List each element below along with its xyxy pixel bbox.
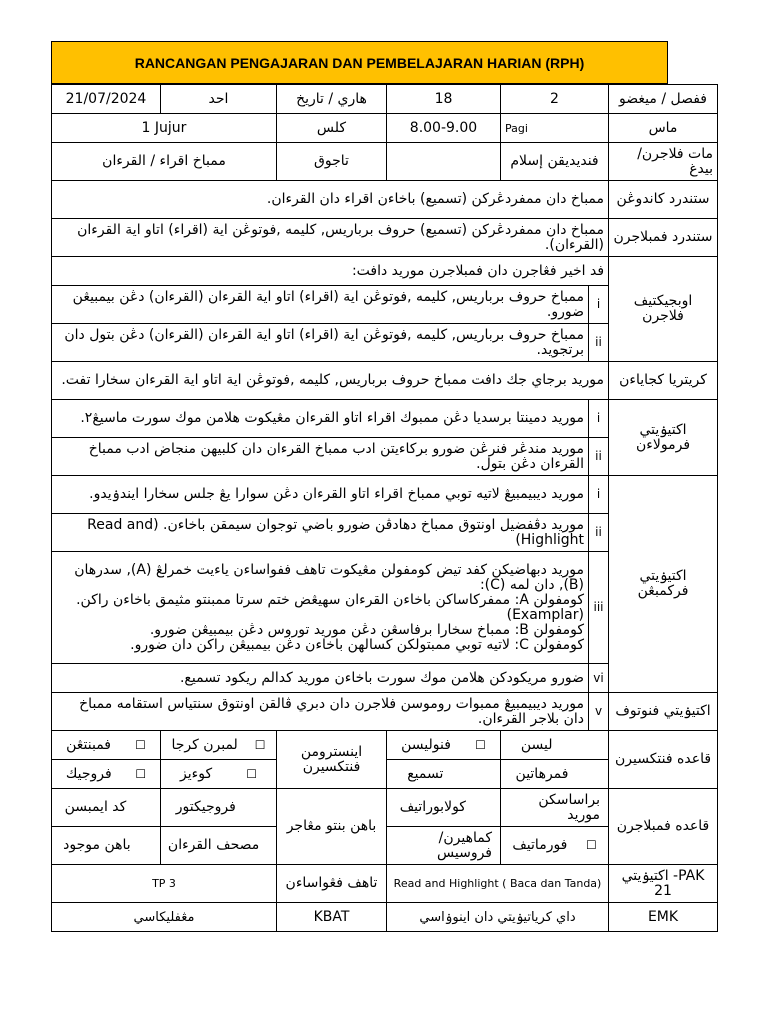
option-label: تسميع [407, 765, 444, 782]
penutup-text: موريد ديبيمبيڠ ممبوات روموسن فلاجرن دان دبري ڤالقن اونتوق سنتياس استقامه ممباخ دان بلاجر القرءان. [52, 693, 589, 731]
perkembangan-label: اكتيۏيتي فركمبڠن [609, 476, 718, 693]
kelas-label: كلس [277, 114, 387, 143]
row-standard-pembelajaran [52, 219, 718, 257]
permulaan-item-text: موريد دمينتا برسديا دڠن ممبوك اقراء اتاو القرءان مڠيكوت هلامن موك سورت ماسيڠ٢. [52, 400, 589, 438]
pembelajaran-option [387, 789, 501, 827]
row-masa [52, 114, 718, 143]
minggu-cell: 2 [501, 85, 609, 114]
perkembangan-line: كومفولن C: لاتيه توبي ممبتولكن كسالهن باخاءن دڠن بيمبيڠن راكن دان ضورو. [130, 636, 584, 653]
option-label: فمرهاتين [515, 765, 569, 782]
pentaksiran-option [387, 760, 501, 789]
row-objektif-intro [52, 257, 718, 286]
hari-label: هاري / تاريخ [277, 85, 387, 114]
instrumen-label: اينسترومن فنتكسيرن [277, 731, 387, 789]
pembelajaran-option [161, 789, 277, 827]
option-label: فنوليسن [401, 736, 451, 753]
permulaan-item-text: موريد مندڠر فنرڠن ضورو بركاءيتن ادب ممباخ القرءان دان كلبيهن منجاض ادب ممباخ القرءان دڠن بتول. [52, 438, 589, 476]
kriteria-text: موريد برجاي جك دافت ممباخ حروف برباريس, كليمه ,فوتوڠن اية اتاو اية القرءان سخارا تفت. [52, 362, 609, 400]
perkembangan-item-no: ii [589, 514, 609, 552]
row-pentaksiran-1 [52, 731, 718, 760]
kriteria-label: كريتريا كجاياءن [609, 362, 718, 400]
empty-cell [387, 143, 501, 181]
standard-pembelajaran-label: ستندرد فمبلاجرن [609, 219, 718, 257]
bbm-label: باهن بنتو مڠاجر [277, 789, 387, 865]
checkbox-icon[interactable]: ☐ [135, 766, 147, 781]
tajuk-cell: ممباخ اقراء / القرءان [52, 143, 277, 181]
kelas-cell: 1 Jujur [52, 114, 277, 143]
objektif-label: اوبجيكتيف فلاجرن [609, 257, 718, 362]
perkembangan-item-text: ضورو مريكودكن هلامن موك سورت باخاءن موريد كدالم ريكود تسميع. [52, 664, 589, 693]
option-label: فورماتيف [512, 837, 568, 853]
tp-label: تاهف فڠواساءن [277, 865, 387, 903]
kelas-minggu-label: ففصل / ميغضو [609, 85, 718, 114]
row-kriteria [52, 362, 718, 400]
row-date [52, 85, 718, 114]
option-label: باهن موجود [63, 837, 131, 853]
option-label: ليسن [520, 736, 553, 753]
perkembangan-item-text [52, 552, 589, 664]
option-label: فمبنتڠن [66, 736, 111, 753]
row-pak21 [52, 865, 718, 903]
time-cell: 8.00-9.00 [387, 114, 501, 143]
kbat-label: KBAT [277, 903, 387, 932]
option-label: فروجيك [65, 765, 112, 782]
pentaksiran-option [52, 731, 161, 760]
permulaan-item-no: i [589, 400, 609, 438]
subject-label: مات فلاجرن/ بيدغ [609, 143, 718, 181]
standard-pembelajaran-text: ممباخ دان ممفردڠركن (تسميع) حروف برباريس, كليمه ,فوتوڠن اية (اقراء) اتاو اية القرءان (القرءان). [52, 219, 609, 257]
standard-kandungan-text: ممباخ دان ممفردڠركن (تسميع) باخاءن اقراء دان القرءان. [52, 181, 609, 219]
penutup-no: v [589, 693, 609, 731]
checkbox-icon[interactable]: ☐ [585, 838, 597, 852]
kbat-value: مڠفليكاسي [52, 903, 277, 932]
objektif-item-text: ممباخ حروف برباريس, كليمه ,فوتوڠن اية (اقراء) اتاو اية القرءان (القرءان) دڠن بيمبيڠن ضورو. [52, 286, 589, 324]
pentaksiran-option [161, 760, 277, 789]
pembelajaran-option [501, 789, 609, 827]
option-label: مصحف القرءان [167, 837, 260, 853]
pak21-value: Read and Highlight ( Baca dan Tanda) [387, 865, 609, 903]
emk-value: داي كرياتيۏيتي دان اينوۏاسي [387, 903, 609, 932]
row-pembelajaran-1 [52, 789, 718, 827]
pak21-label: PAK- اكتيۏيتي 21 [609, 865, 718, 903]
emk-label: EMK [609, 903, 718, 932]
pembelajaran-option [387, 827, 501, 865]
pentaksiran-option [161, 731, 277, 760]
hari-cell: احد [161, 85, 277, 114]
pembelajaran-label: قاعده فمبلاجرن [609, 789, 718, 865]
permulaan-label: اكتيۏيتي فرمولاءن [609, 400, 718, 476]
perkembangan-item-text: موريد دڤفضيل اونتوق ممباخ دهادڤن ضورو باضي توجوان سيمقن باخاءن. (Read and Highlight) [52, 514, 589, 552]
checkbox-icon[interactable]: ☐ [254, 737, 266, 752]
row-subject [52, 143, 718, 181]
row-permulaan-1 [52, 400, 718, 438]
pentaksiran-option [501, 731, 609, 760]
option-label: كولابوراتيف [399, 799, 466, 815]
objektif-intro: فد اخير فڠاجرن دان فمبلاجرن موريد دافت: [52, 257, 609, 286]
pentaksiran-option [501, 760, 609, 789]
standard-kandungan-label: ستندرد كاندوڠن [609, 181, 718, 219]
row-perkembangan-1 [52, 476, 718, 514]
perkembangan-item-no: iii [589, 552, 609, 664]
perkembangan-line: موريد دبهاضيكن كفد تيض كومفولن مڠيكوت تاهف ففوا‌ساءن ياءيت خمرلڠ (A), سدرهان (B), دان لمه (C): [74, 561, 584, 593]
rph-table [51, 84, 718, 932]
pentaksiran-option [387, 731, 501, 760]
row-penutup [52, 693, 718, 731]
pembelajaran-option [161, 827, 277, 865]
pentaksiran-label: قاعده فنتكسيرن [609, 731, 718, 789]
pagi-cell: Pagi [501, 114, 609, 143]
penutup-label: اكتيۏيتي فنوتوف [609, 693, 718, 731]
objektif-item-no: ii [589, 324, 609, 362]
checkbox-icon[interactable]: ☐ [246, 766, 257, 781]
option-label: كماهيرن/ فروسيس [437, 829, 492, 861]
permulaan-item-no: ii [589, 438, 609, 476]
pembelajaran-option [52, 789, 161, 827]
page-title: RANCANGAN PENGAJARAN DAN PEMBELAJARAN HARIAN (RPH) [51, 41, 668, 84]
pembelajaran-option [52, 827, 161, 865]
objektif-item-no: i [589, 286, 609, 324]
perkembangan-line: كومفولن B: ممباخ سخارا برفاسڠن دڠن موريد توروس دڠن بيمبيڠن ضورو. [149, 621, 584, 638]
option-label: براساسكن موريد [538, 791, 601, 823]
perkembangan-item-no: vi [589, 664, 609, 693]
masa-label: ماس [609, 114, 718, 143]
hari-no-cell: 18 [387, 85, 501, 114]
checkbox-icon[interactable]: ☐ [475, 737, 486, 752]
date-cell: 21/07/2024 [52, 85, 161, 114]
option-label: كد ايمبسن [64, 799, 127, 815]
option-label: كوءيز [180, 765, 213, 782]
tp-cell: TP 3 [52, 865, 277, 903]
option-label: فروجيكتور [175, 799, 236, 815]
option-label: لمبرن كرجا [171, 736, 238, 753]
objektif-item-text: ممباخ حروف برباريس, كليمه ,فوتوڠن اية (اقراء) اتاو اية القرءان (القرءان) دڠن بتول دان برتجويد. [52, 324, 589, 362]
checkbox-icon[interactable]: ☐ [135, 737, 146, 752]
perkembangan-line: كومفولن A: ممفركاساكن باخاءن القرءان سهيڠض ختم سرتا ممبنتو مثيمق باخاءن راكن. (Examplar) [76, 591, 584, 623]
subject-cell: فنديديقن إسلام [501, 143, 609, 181]
perkembangan-item-text: موريد ديبيمبيڠ لاتيه توبي ممباخ اقراء اتاو القرءان دڠن سوارا يڠ جلس سخارا ايندۏيدو. [52, 476, 589, 514]
tajuk-label: تاجوق [277, 143, 387, 181]
row-emk [52, 903, 718, 932]
perkembangan-item-no: i [589, 476, 609, 514]
pembelajaran-option [501, 827, 609, 865]
row-standard-kandungan [52, 181, 718, 219]
pentaksiran-option [52, 760, 161, 789]
